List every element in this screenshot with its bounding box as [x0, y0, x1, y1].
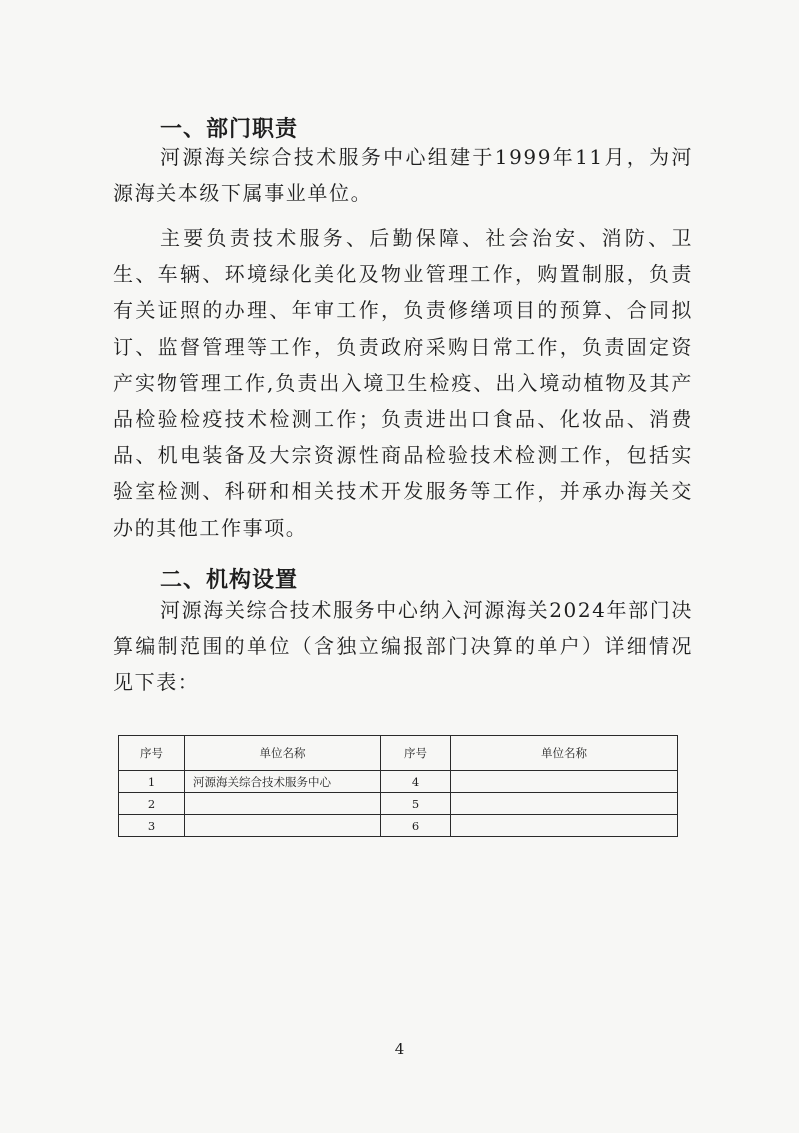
cell-seq: 6	[381, 815, 451, 837]
unit-table	[118, 735, 678, 837]
header-seq-1: 序号	[119, 736, 185, 771]
header-seq-2: 序号	[381, 736, 451, 771]
paragraph-establishment: 河源海关综合技术服务中心组建于1999年11月，为河源海关本级下属事业单位。	[113, 145, 693, 206]
cell-unit-name	[185, 793, 381, 815]
cell-seq: 2	[119, 793, 185, 815]
cell-unit-name: 河源海关综合技术服务中心	[185, 771, 381, 793]
cell-unit-name	[185, 815, 381, 837]
cell-seq: 4	[381, 771, 451, 793]
paragraph-responsibilities: 主要负责技术服务、后勤保障、社会治安、消防、卫生、车辆、环境绿化美化及物业管理工作，购置制服，负责有关证照的办理、年审工作，负责修缮项目的预算、合同拟订、监督管理等工作，负责政府采购日常工作，负责固定资产实物管理工作,负责出入境卫生检疫、出入境动植物及其产品检验检疫技术检测工作；负责进出口食品、化妆品、消费品、机电装备及大宗资源性商品检验技术检测工作，包括实验室检测、科研和相关技术开发服务等工作，并承办海关交办的其他工作事项。	[113, 226, 693, 540]
section-heading-duties: 一、部门职责	[160, 117, 299, 142]
header-unit-name-1: 单位名称	[185, 736, 381, 771]
cell-seq: 3	[119, 815, 185, 837]
section-heading-organization: 二、机构设置	[160, 568, 299, 593]
table-header-row	[119, 736, 678, 771]
paragraph-scope: 河源海关综合技术服务中心纳入河源海关2024年部门决算编制范围的单位（含独立编报部门决算的单户）详细情况见下表：	[113, 598, 693, 695]
cell-unit-name	[451, 815, 678, 837]
cell-seq: 1	[119, 771, 185, 793]
page-number: 4	[394, 1040, 405, 1058]
cell-seq: 5	[381, 793, 451, 815]
table-row	[119, 815, 678, 837]
header-unit-name-2: 单位名称	[451, 736, 678, 771]
table-row	[119, 771, 678, 793]
table-row	[119, 793, 678, 815]
cell-unit-name	[451, 793, 678, 815]
cell-unit-name	[451, 771, 678, 793]
